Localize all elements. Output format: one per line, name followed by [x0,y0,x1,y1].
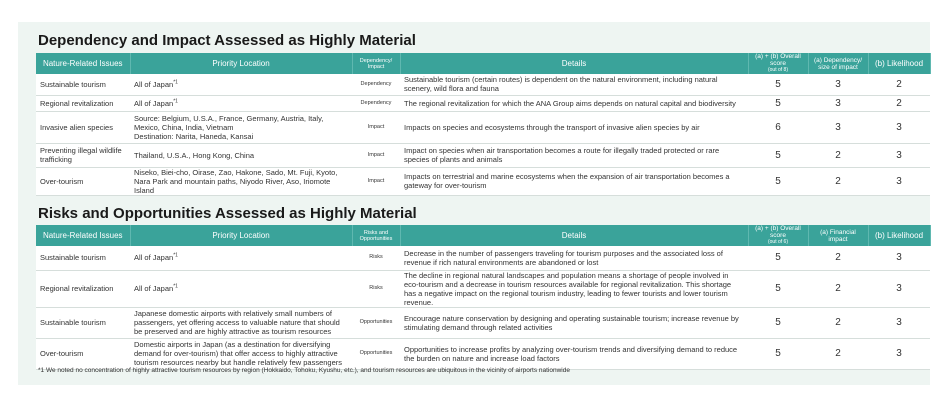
col-header-a: (a) Dependency/ size of impact [808,53,868,74]
cell-b: 3 [868,338,930,369]
content-panel [18,22,930,385]
table-header-row [36,53,930,74]
table-header-row [36,225,930,246]
cell-a: 2 [808,143,868,167]
table-row [36,143,930,167]
cell-issue: Preventing illegal wildlife trafficking [36,143,130,167]
cell-issue: Sustainable tourism [36,246,130,270]
cell-location: Source: Belgium, U.S.A., France, Germany, Austria, Italy, Mexico, China, India, Vietnam Destination: Narita, Haneda, Kansai [130,111,352,143]
col-header-type: Risks and Opportunities [352,225,400,246]
cell-overall: 5 [748,270,808,307]
cell-details: Sustainable tourism (certain routes) is dependent on the natural environment, including natural scenery, wild flora and fauna [400,74,748,95]
col-header-details: Details [400,53,748,74]
col-header-issue: Nature-Related Issues [36,53,130,74]
cell-type: Risks [352,246,400,270]
cell-overall: 5 [748,246,808,270]
cell-issue: Over-tourism [36,338,130,369]
cell-overall: 5 [748,338,808,369]
cell-type: Impact [352,111,400,143]
cell-type: Risks [352,270,400,307]
cell-location: All of Japan$^{*1}$ [130,246,352,270]
cell-overall: 5 [748,307,808,338]
section-title-risks: Risks and Opportunities Assessed as Highly Material [38,205,417,222]
cell-a: 3 [808,74,868,95]
cell-details: Decrease in the number of passengers traveling for tourism purposes and the associated loss of revenue if rich natural environments are abandoned or lost [400,246,748,270]
col-header-location: Priority Location [130,53,352,74]
cell-details: The regional revitalization for which the ANA Group aims depends on natural capital and biodiversity [400,95,748,111]
cell-location: Japanese domestic airports with relatively small numbers of passengers, yet offering access to valuable nature that should be preserved and are highly attractive as tourism resources [130,307,352,338]
cell-issue: Regional revitalization [36,270,130,307]
cell-location: All of Japan$^{*1}$ [130,270,352,307]
cell-location: Thailand, U.S.A., Hong Kong, China [130,143,352,167]
cell-b: 3 [868,270,930,307]
cell-a: 3 [808,111,868,143]
cell-overall: 5 [748,143,808,167]
cell-issue: Invasive alien species [36,111,130,143]
cell-location: All of Japan$^{*1}$ [130,95,352,111]
table-row [36,246,930,270]
cell-b: 2 [868,74,930,95]
risks-opportunities-table [36,225,931,370]
table-row [36,74,930,95]
cell-location: All of Japan$^{*1}$ [130,74,352,95]
col-header-overall: (a) + (b) Overall score (out of 6) [748,225,808,246]
cell-location: Domestic airports in Japan (as a destination for diversifying demand for over-tourism) that offer access to highly attractive tourism resources nearby but handle relatively few passengers [130,338,352,369]
col-header-details: Details [400,225,748,246]
col-header-type: Dependency/ Impact [352,53,400,74]
cell-issue: Sustainable tourism [36,74,130,95]
cell-a: 2 [808,338,868,369]
cell-b: 3 [868,167,930,195]
cell-type: Opportunities [352,338,400,369]
cell-b: 2 [868,95,930,111]
cell-a: 2 [808,167,868,195]
cell-overall: 6 [748,111,808,143]
cell-type: Dependency [352,74,400,95]
table-row [36,95,930,111]
col-header-b: (b) Likelihood [868,53,930,74]
cell-b: 3 [868,143,930,167]
table-row [36,307,930,338]
table-row [36,270,930,307]
cell-details: Impacts on species and ecosystems through the transport of invasive alien species by air [400,111,748,143]
section-title-dependency: Dependency and Impact Assessed as Highly Material [38,32,416,49]
table-row [36,167,930,195]
table-row [36,338,930,369]
table-row [36,111,930,143]
cell-details: Encourage nature conservation by designing and operating sustainable tourism; increase revenue by stimulating demand through related activities [400,307,748,338]
cell-issue: Over-tourism [36,167,130,195]
cell-details: Opportunities to increase profits by analyzing over-tourism trends and diversifying demand to reduce the burden on nature and increase load factors [400,338,748,369]
cell-type: Opportunities [352,307,400,338]
cell-a: 2 [808,270,868,307]
cell-details: Impact on species when air transportation becomes a route for illegally traded protected or rare species of plants and animals [400,143,748,167]
cell-b: 3 [868,246,930,270]
cell-issue: Regional revitalization [36,95,130,111]
footnote: *1 We noted no concentration of highly attractive tourism resources by region (Hokkaido, Tohoku, Kyushu, etc.), and tourism resources are ubiquitous in the vicinity of airports nationwide [38,367,570,374]
cell-type: Impact [352,143,400,167]
cell-location: Niseko, Biei-cho, Oirase, Zao, Hakone, Sado, Mt. Fuji, Kyoto, Nara Park and mountain paths, Niyodo River, Aso, Iriomote Island [130,167,352,195]
cell-overall: 5 [748,74,808,95]
cell-type: Dependency [352,95,400,111]
dependency-impact-table [36,53,931,196]
col-header-b: (b) Likelihood [868,225,930,246]
col-header-overall: (a) + (b) Overall score (out of 8) [748,53,808,74]
cell-overall: 5 [748,95,808,111]
cell-b: 3 [868,111,930,143]
cell-details: The decline in regional natural landscapes and population means a shortage of people involved in eco-tourism and a decrease in tourism resources available for regional revitalization. This shortage has a negative impact on the regional tourism industry, leading to fewer tourists and lower tourism revenue. [400,270,748,307]
col-header-a: (a) Financial impact [808,225,868,246]
cell-issue: Sustainable tourism [36,307,130,338]
cell-details: Impacts on terrestrial and marine ecosystems when the expansion of air transportation becomes a gateway for over-tourism [400,167,748,195]
cell-overall: 5 [748,167,808,195]
cell-a: 2 [808,307,868,338]
col-header-location: Priority Location [130,225,352,246]
cell-a: 3 [808,95,868,111]
cell-a: 2 [808,246,868,270]
col-header-issue: Nature-Related Issues [36,225,130,246]
cell-type: Impact [352,167,400,195]
cell-b: 3 [868,307,930,338]
